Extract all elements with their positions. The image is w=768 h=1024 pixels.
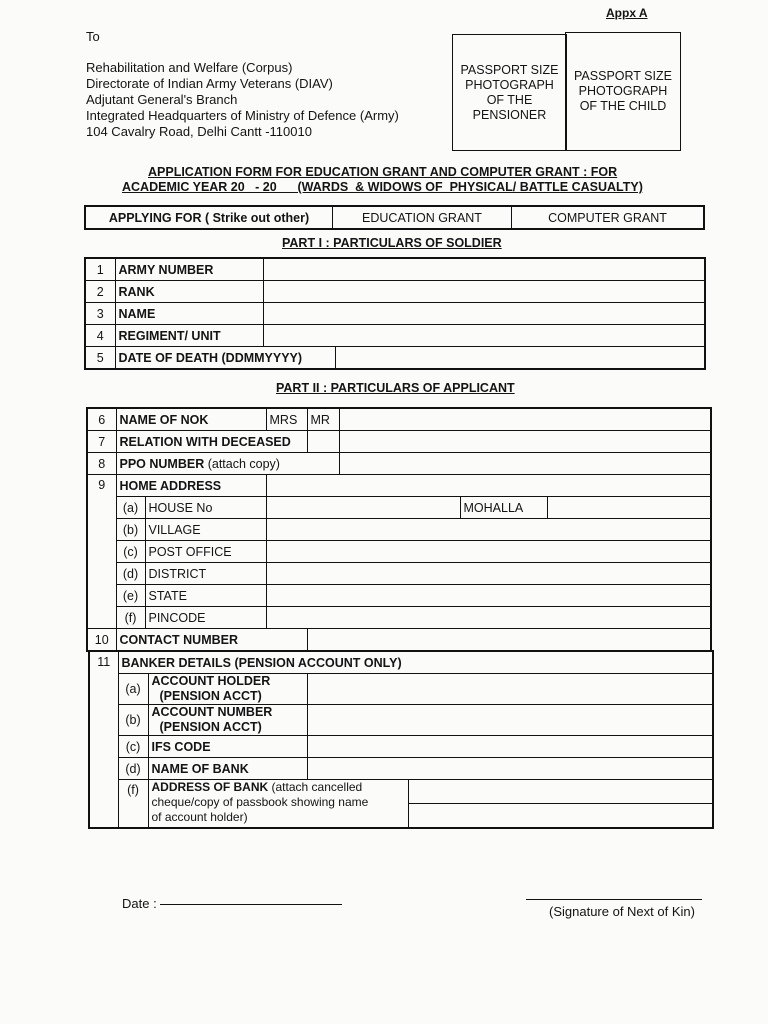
row-number: 8 [87, 453, 116, 475]
table-row [89, 758, 713, 780]
bank-address-line1[interactable] [409, 781, 713, 804]
district-field[interactable] [266, 563, 711, 585]
name-field[interactable] [263, 303, 705, 325]
table-row [87, 408, 711, 431]
account-number-line1: ACCOUNT NUMBER [151, 705, 273, 719]
field-label-name: NAME [115, 303, 263, 325]
army-number-field[interactable] [263, 258, 705, 281]
field-label-ppo [116, 453, 339, 475]
field-label-bank-name: NAME OF BANK [148, 758, 307, 780]
sub-label: (c) [118, 736, 148, 758]
part1-heading: PART I : PARTICULARS OF SOLDIER [282, 236, 502, 250]
mr-option[interactable]: MR [307, 408, 339, 431]
part2-heading: PART II : PARTICULARS OF APPLICANT [276, 381, 515, 395]
account-holder-line2: (PENSION ACCT) [159, 689, 262, 703]
table-row [85, 258, 705, 281]
field-label-account-number [148, 705, 307, 736]
home-address-blank [266, 475, 711, 497]
date-line[interactable] [160, 904, 342, 905]
post-office-field[interactable] [266, 541, 711, 563]
field-label-post-office: POST OFFICE [145, 541, 266, 563]
table-row [87, 453, 711, 475]
applying-for-label: APPLYING FOR ( Strike out other) [85, 206, 333, 229]
table-row [89, 780, 713, 829]
sub-label: (a) [118, 674, 148, 705]
sub-label: (f) [116, 607, 145, 629]
sub-label: (d) [116, 563, 145, 585]
form-title-line1: APPLICATION FORM FOR EDUCATION GRANT AND COMPUTER GRANT : FOR [148, 165, 618, 179]
field-label-nok: NAME OF NOK [116, 408, 266, 431]
photo-box-pensioner[interactable] [452, 34, 567, 151]
banker-table [88, 650, 714, 829]
field-label-village: VILLAGE [145, 519, 266, 541]
sub-label: (a) [116, 497, 145, 519]
row-number: 1 [85, 258, 115, 281]
table-row [89, 651, 713, 674]
account-holder-field[interactable] [307, 674, 713, 705]
row-number: 10 [87, 629, 116, 652]
field-label-rank: RANK [115, 281, 263, 303]
bank-address-note2: cheque/copy of passbook showing name [151, 795, 369, 809]
field-label-account-holder [148, 674, 307, 705]
bank-address-field[interactable] [408, 780, 713, 829]
ppo-note: (attach copy) [204, 456, 280, 471]
field-label-bank-address [148, 780, 408, 829]
sub-label: (c) [116, 541, 145, 563]
row-number: 9 [87, 475, 116, 629]
part2-table [86, 407, 712, 652]
regiment-field[interactable] [263, 325, 705, 347]
table-row [87, 475, 711, 497]
mohalla-field[interactable] [547, 497, 711, 519]
option-education-grant[interactable]: EDUCATION GRANT [333, 206, 512, 229]
table-row [85, 347, 705, 370]
address-line: Adjutant General's Branch [86, 92, 238, 107]
account-number-line2: (PENSION ACCT) [159, 720, 262, 734]
mrs-option[interactable]: MRS [266, 408, 307, 431]
applying-for-table [84, 205, 705, 230]
field-label-district: DISTRICT [145, 563, 266, 585]
row-number: 6 [87, 408, 116, 431]
field-label-date-of-death: DATE OF DEATH (DDMMYYYY) [115, 347, 335, 370]
table-row [87, 563, 711, 585]
date-of-death-field[interactable] [335, 347, 705, 370]
address-line: 104 Cavalry Road, Delhi Cantt -110010 [86, 124, 312, 139]
sub-label: (d) [118, 758, 148, 780]
address-line: Integrated Headquarters of Ministry of Defence (Army) [86, 108, 399, 123]
field-label-banker: BANKER DETAILS (PENSION ACCOUNT ONLY) [118, 651, 713, 674]
photo-box-child[interactable] [565, 32, 681, 151]
ppo-number-field[interactable] [339, 453, 711, 475]
table-row [85, 325, 705, 347]
table-row [85, 303, 705, 325]
account-holder-line1: ACCOUNT HOLDER [151, 674, 271, 688]
sub-label: (b) [116, 519, 145, 541]
field-label-ifs-code: IFS CODE [148, 736, 307, 758]
relation-blank-cell [307, 431, 339, 453]
field-label-pincode: PINCODE [145, 607, 266, 629]
field-label-state: STATE [145, 585, 266, 607]
field-label-house-no: HOUSE No [145, 497, 266, 519]
nok-name-field[interactable] [339, 408, 711, 431]
row-number: 3 [85, 303, 115, 325]
field-label-army-number: ARMY NUMBER [115, 258, 263, 281]
bank-address-note3: of account holder) [151, 810, 248, 824]
table-row [87, 519, 711, 541]
recipient-address [86, 60, 399, 140]
row-number: 11 [89, 651, 118, 828]
address-line: Rehabilitation and Welfare (Corpus) [86, 60, 293, 75]
sub-label: (f) [118, 780, 148, 829]
signature-label: (Signature of Next of Kin) [549, 904, 695, 919]
row-number: 5 [85, 347, 115, 370]
sub-label: (b) [118, 705, 148, 736]
rank-field[interactable] [263, 281, 705, 303]
part1-table [84, 257, 706, 370]
village-field[interactable] [266, 519, 711, 541]
field-label-relation: RELATION WITH DECEASED [116, 431, 307, 453]
ppo-label-bold: PPO NUMBER [119, 456, 205, 471]
photo-child-label: PASSPORT SIZE PHOTOGRAPH OF THE CHILD [574, 69, 672, 113]
table-row [87, 585, 711, 607]
bank-address-line2[interactable] [409, 804, 713, 826]
signature-line[interactable] [526, 899, 702, 900]
pincode-field[interactable] [266, 607, 711, 629]
row-number: 2 [85, 281, 115, 303]
form-title-line2: ACADEMIC YEAR 20 - 20 (WARDS & WIDOWS OF PHYSICAL/ BATTLE CASUALTY) [122, 180, 643, 194]
field-label-home-address: HOME ADDRESS [116, 475, 266, 497]
field-label-mohalla: MOHALLA [460, 497, 547, 519]
relation-field[interactable] [339, 431, 711, 453]
account-number-field[interactable] [307, 705, 713, 736]
table-row [89, 705, 713, 736]
state-field[interactable] [266, 585, 711, 607]
bank-address-note1: (attach cancelled [268, 780, 363, 794]
table-row [87, 497, 711, 519]
bank-name-field[interactable] [307, 758, 713, 780]
field-label-contact: CONTACT NUMBER [116, 629, 307, 652]
contact-number-field[interactable] [307, 629, 711, 652]
table-row [87, 541, 711, 563]
table-row [89, 674, 713, 705]
table-row [87, 431, 711, 453]
ifs-code-field[interactable] [307, 736, 713, 758]
table-row [87, 629, 711, 652]
row-number: 4 [85, 325, 115, 347]
photo-pensioner-label: PASSPORT SIZE PHOTOGRAPH OF THE PENSIONER [460, 62, 559, 122]
table-row [85, 281, 705, 303]
date-label: Date : [122, 896, 157, 911]
sub-label: (e) [116, 585, 145, 607]
bank-address-bold: ADDRESS OF BANK [151, 780, 269, 794]
table-row [89, 736, 713, 758]
address-line: Directorate of Indian Army Veterans (DIAV) [86, 76, 333, 91]
row-number: 7 [87, 431, 116, 453]
house-no-field[interactable] [266, 497, 460, 519]
field-label-regiment: REGIMENT/ UNIT [115, 325, 263, 347]
option-computer-grant[interactable]: COMPUTER GRANT [512, 206, 705, 229]
table-row [87, 607, 711, 629]
appendix-label: Appx A [606, 6, 648, 20]
to-label: To [86, 29, 100, 44]
